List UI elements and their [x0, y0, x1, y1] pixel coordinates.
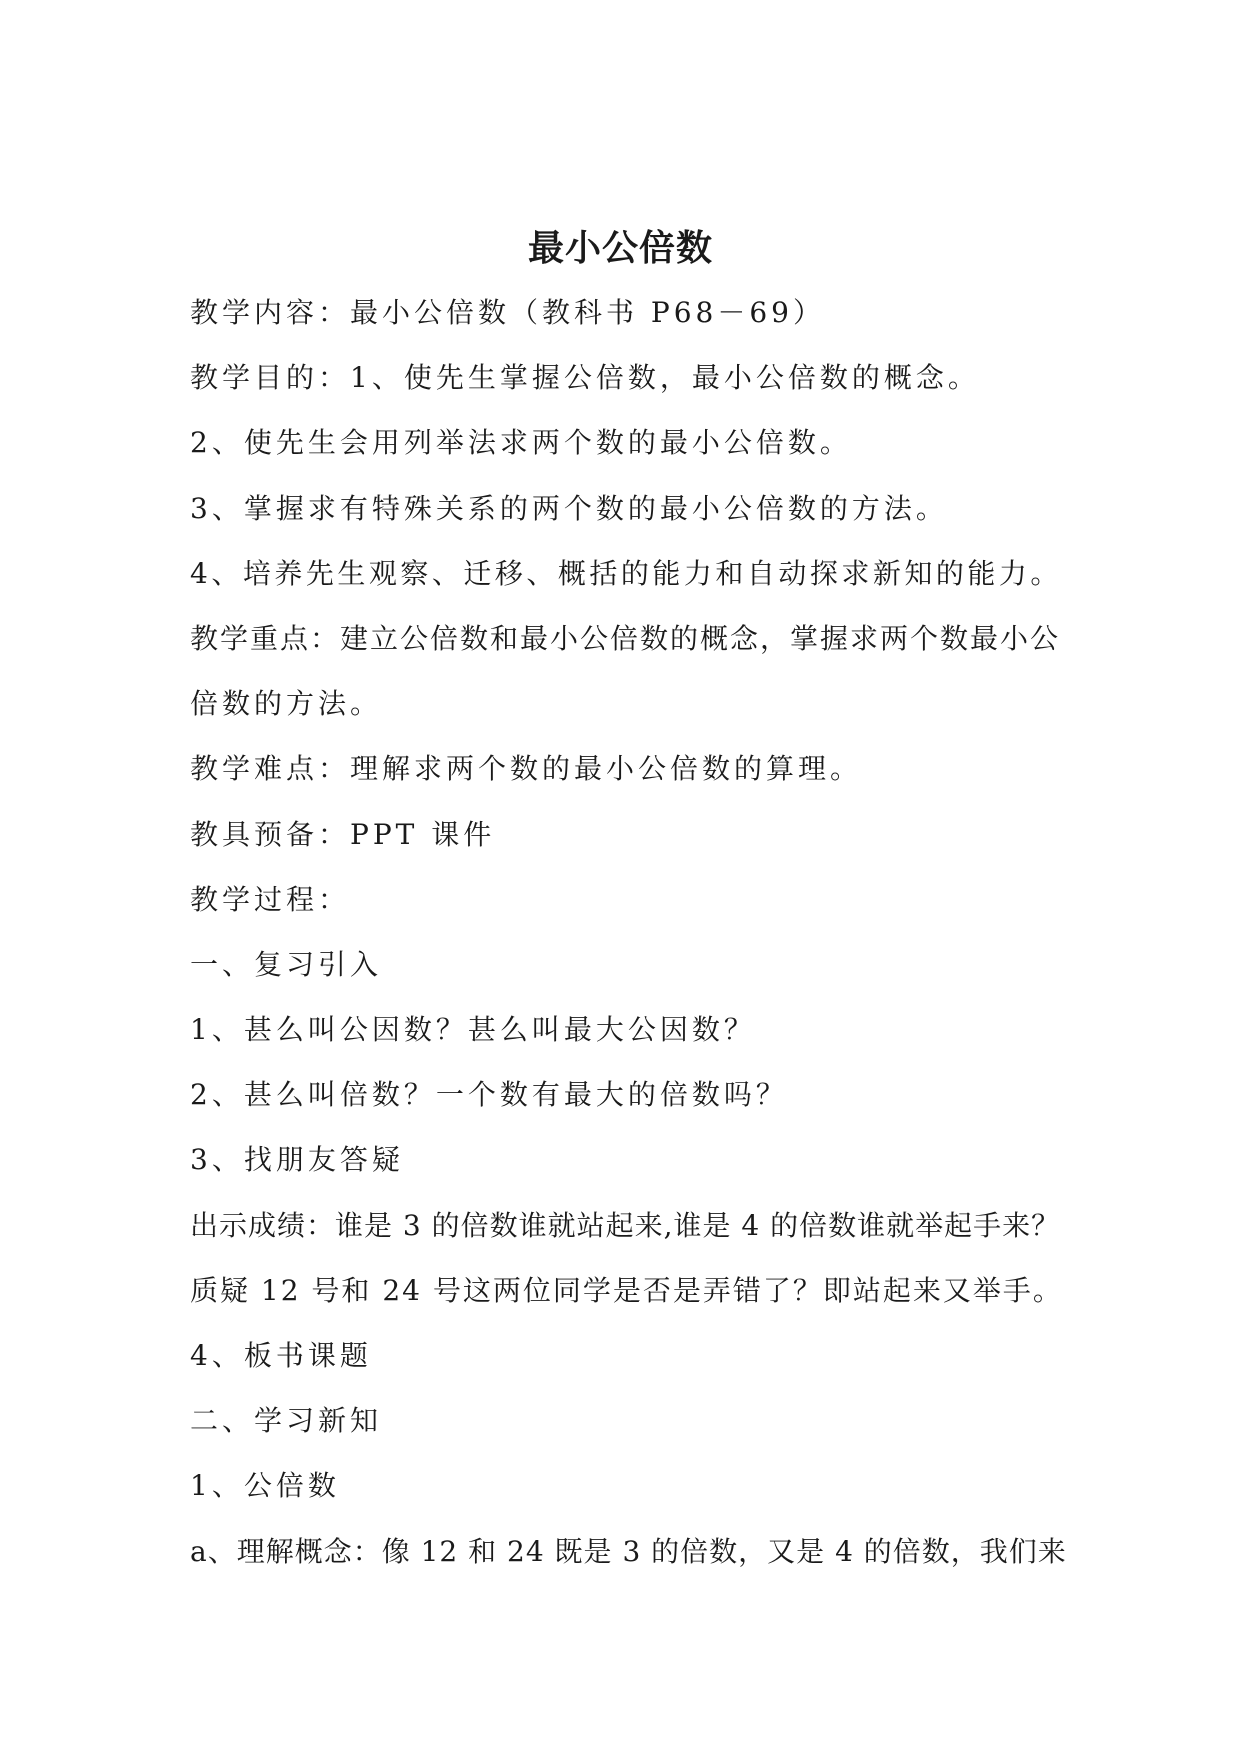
section-review-heading: 一、复习引入 [190, 947, 383, 981]
line-board-title: 4、板书课题 [190, 1339, 372, 1372]
line-materials: 教具预备：PPT 课件 [190, 817, 496, 851]
line-goal-4: 4、培养先生观察、迁移、概括的能力和自动探求新知的能力。 [190, 556, 1062, 590]
line-teaching-content: 教学内容：最小公倍数（教科书 P68－69） [190, 296, 825, 329]
line-doubt: 质疑 12 号和 24 号这两位同学是否是弄错了？即站起来又举手。 [190, 1273, 1063, 1307]
line-process-heading: 教学过程： [190, 882, 351, 916]
line-review-1: 1、甚么叫公因数？甚么叫最大公因数？ [190, 1013, 756, 1047]
line-goal-3: 3、掌握求有特殊关系的两个数的最小公倍数的方法。 [190, 491, 948, 525]
line-understand-concept: a、理解概念：像 12 和 24 既是 3 的倍数，又是 4 的倍数，我们来 [190, 1534, 1067, 1568]
line-review-2: 2、甚么叫倍数？一个数有最大的倍数吗？ [190, 1078, 788, 1112]
line-key-point: 教学重点：建立公倍数和最小公倍数的概念，掌握求两个数最小公 [190, 621, 1061, 655]
line-key-point-cont: 倍数的方法。 [190, 687, 383, 721]
line-review-3: 3、找朋友答疑 [190, 1143, 404, 1177]
section-new-knowledge-heading: 二、学习新知 [190, 1404, 383, 1438]
line-goal-2: 2、使先生会用列举法求两个数的最小公倍数。 [190, 426, 852, 460]
line-common-multiple: 1、公倍数 [190, 1469, 340, 1503]
line-difficulty: 教学难点：理解求两个数的最小公倍数的算理。 [190, 752, 863, 786]
document-title: 最小公倍数 [527, 228, 713, 269]
document-body [190, 288, 1070, 1592]
line-teaching-goal: 教学目的：1、使先生掌握公倍数，最小公倍数的概念。 [190, 361, 980, 395]
line-question: 出示成绩：谁是 3 的倍数谁就站起来,谁是 4 的倍数谁就举起手来？ [190, 1208, 1061, 1242]
